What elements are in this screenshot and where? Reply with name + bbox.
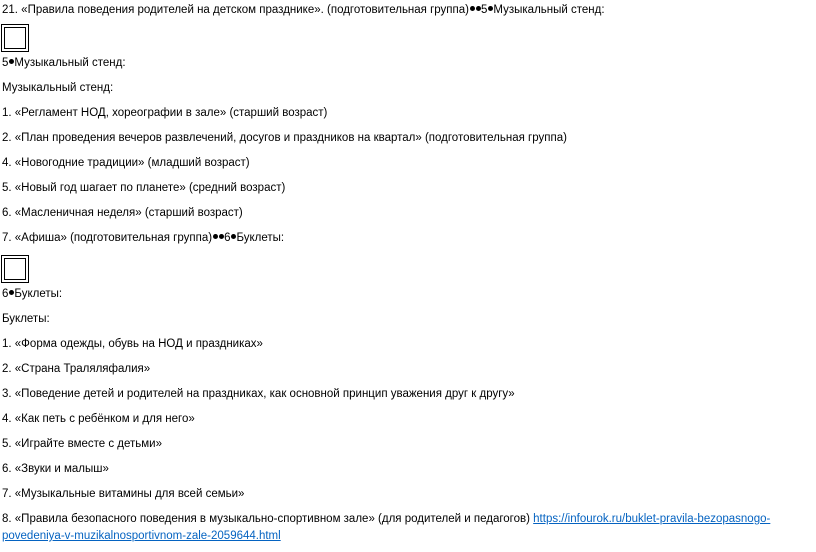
list-item [2,512,770,526]
list-item [2,231,284,245]
list-item-continuation [2,529,281,543]
bullet-dot-icon [470,6,475,11]
section-number: 6 [2,288,9,300]
list-item: 1. «Регламент НОД, хореографии в зале» (старший возраст) [2,107,328,119]
buklet-link[interactable]: https://infourok.ru/buklet-pravila-bezopasnogo- [533,513,771,525]
section-header [2,287,62,301]
list-item-text: 8. «Правила безопасного поведения в музыкально-спортивном зале» (для родителей и педагогов) [2,513,534,525]
section-header [2,56,126,70]
bullet-dot-icon [219,234,224,239]
list-item: 7. «Музыкальные витамины для всей семьи» [2,488,245,500]
section-title: Буклеты: [236,232,285,244]
section-title: Буклеты: [14,288,63,300]
section-label: Музыкальный стенд: [2,82,114,94]
section-number: 5 [2,57,9,69]
section-number: 6 [224,232,231,244]
heading-text: 21. «Правила поведения родителей на детском празднике». (подготовительная группа) [2,4,469,16]
bullet-dot-icon [213,234,218,239]
list-item: 5. «Новый год шагает по планете» (средний возраст) [2,182,286,194]
buklet-link-continued[interactable]: povedeniya-v-muzikalnosportivnom-zale-2059644.html [2,530,281,542]
section-title: Музыкальный стенд: [14,57,126,69]
bullet-dot-icon [476,6,481,11]
image-placeholder-icon [1,255,29,283]
heading-number: 5 [481,4,488,16]
list-item: 6. «Масленичная неделя» (старший возраст) [2,207,243,219]
image-placeholder-icon [1,24,29,52]
heading-line [2,3,605,17]
list-item: 6. «Звуки и малыш» [2,463,109,475]
list-item: 4. «Новогодние традиции» (младший возраст) [2,157,250,169]
list-item: 1. «Форма одежды, обувь на НОД и праздниках» [2,338,263,350]
section-label: Буклеты: [2,313,50,325]
list-item: 2. «План проведения вечеров развлечений, досугов и праздников на квартал» (подготовительная группа) [2,132,567,144]
heading-title: Музыкальный стенд: [493,4,605,16]
list-item: 4. «Как петь с ребёнком и для него» [2,413,195,425]
list-item: 2. «Страна Траляляфалия» [2,363,151,375]
list-item-text: 7. «Афиша» (подготовительная группа) [2,232,213,244]
list-item: 5. «Играйте вместе с детьми» [2,438,163,450]
list-item: 3. «Поведение детей и родителей на праздниках, как основной принцип уважения друг к другу» [2,388,515,400]
